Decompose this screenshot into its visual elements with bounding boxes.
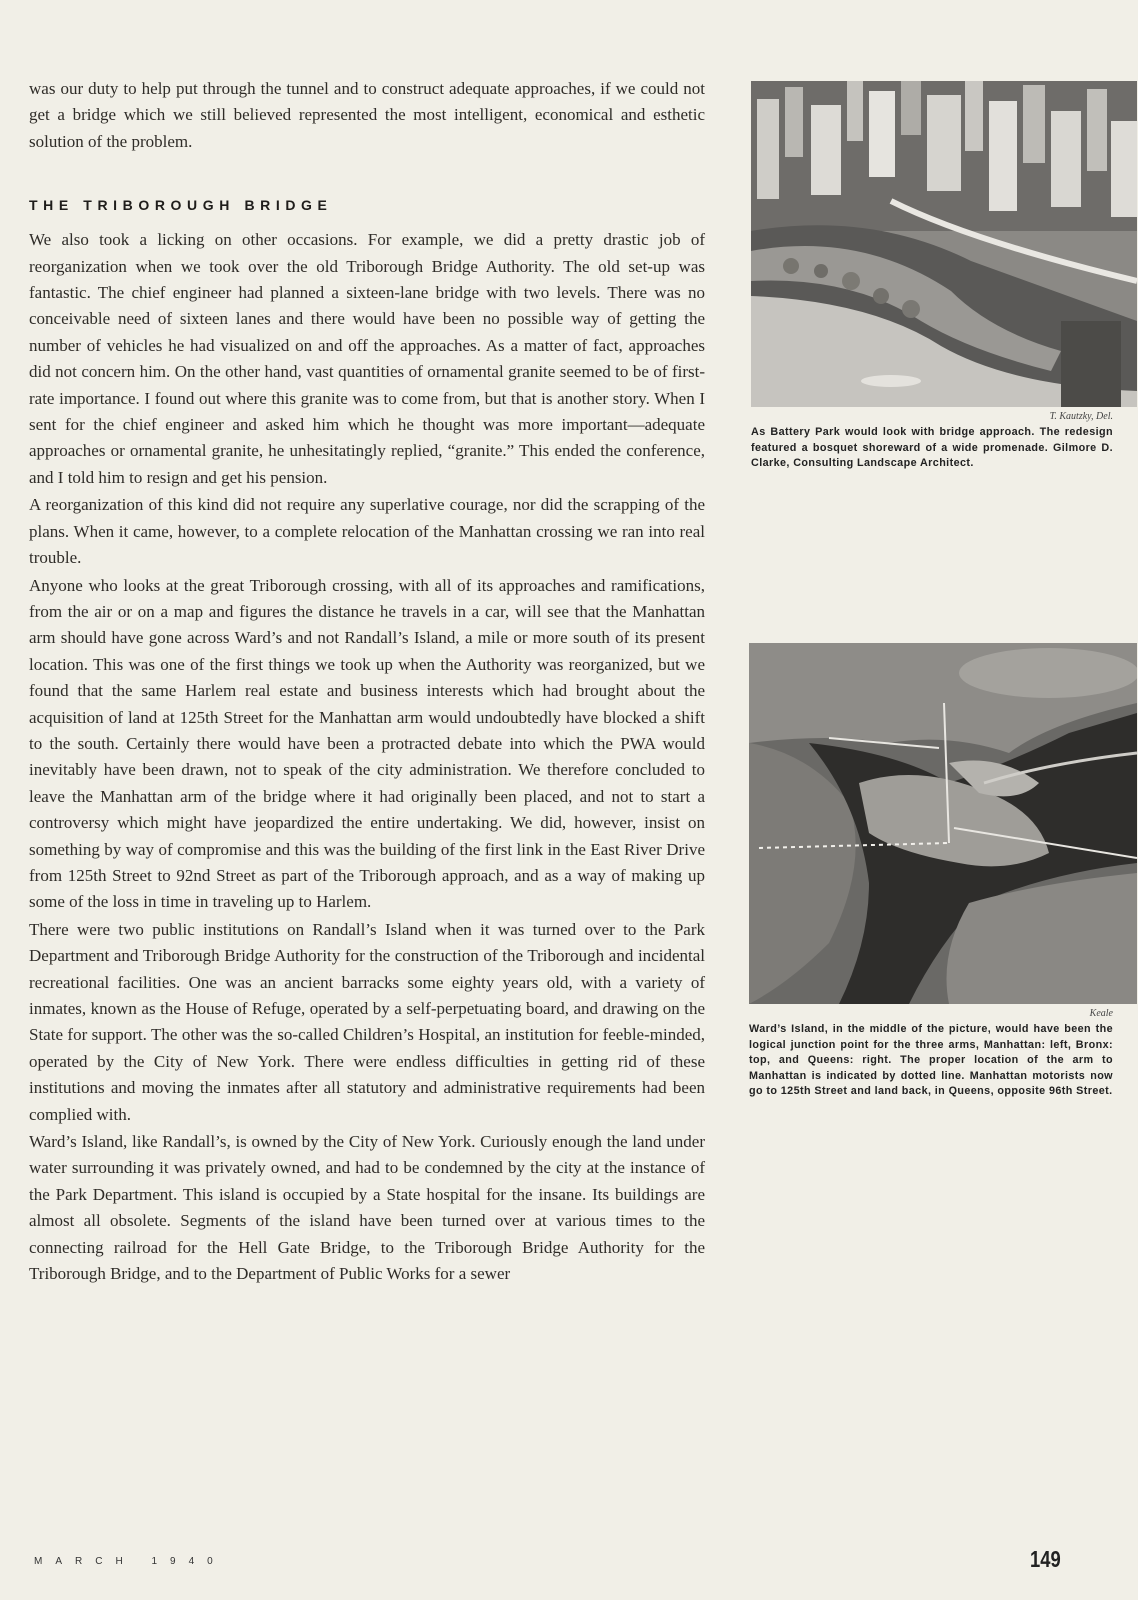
wards-island-figure <box>749 643 1137 1100</box>
body-paragraph: There were two public institutions on Randall’s Island when it was turned over to the Park Department and Triborough Bridge Authority for the construction of the Triborough and incidental recreational facilities. One was an ancient barracks some eighty years old, with a variety of inmates, known as the House of Refuge, operated by a self-perpetuating board, and drawing on the State for support. The other was the so-called Children’s Hospital, an institution for feeble-minded, operated by the City of New York. There were endless difficulties in getting rid of these institutions and moving the inmates after all statutory and administrative requirements had been complied with. <box>29 919 705 1124</box>
battery-park-figure <box>751 81 1137 472</box>
figure-caption: Ward’s Island, in the middle of the picture, would have been the logical junction point for the three arms, Manhattan: left, Bronx: top, and Queens: right. The proper location of the arm to Manhattan is indicated by dotted line. Manhattan motorists now go to 125th Street and land back, in Queens, opposite 96th Street. <box>749 1023 1113 1098</box>
page-number: 149 <box>1030 1546 1061 1572</box>
body-paragraph: We also took a licking on other occasions. For example, we did a pretty drastic job of reorganization when we took over the old Triborough Bridge Authority. The old set-up was fantastic. The chief engineer had planned a sixteen-lane bridge with two levels. There was no conceivable need of sixteen lanes and there would have been no possible way of getting the number of vehicles he had visualized on and off the approaches. As a matter of fact, approaches did not concern him. On the other hand, vast quantities of ornamental granite seemed to be of first-rate importance. I found out where this granite was to come from, but that is another story. When I sent for the chief engineer and asked him which he thought was more important—adequate approaches or ornamental granite, he unhesitatingly replied, “granite.” This ended the conference, and I told him to resign and get his pension. <box>29 230 705 487</box>
footer-date: MARCH 1940 <box>34 1556 226 1567</box>
body-paragraph: Anyone who looks at the great Triborough crossing, with all of its approaches and ramifications, from the air or on a map and figures the distance he travels in a car, will see that the Manhattan arm should have gone across Ward’s and not Randall’s Island, a mile or more south of its present location. This was one of the first things we took up when the Authority was reorganized, but we found that the same Harlem real estate and business interests which had brought about the acquisition of land at 125th Street for the Manhattan arm would undoubtedly have blocked a shift to the south. Certainly there would have been a protracted debate into which the PWA would inevitably have been drawn, not to speak of the city administration. We therefore concluded to leave the Manhattan arm of the bridge where it had originally been placed, and not to start a controversy which might have jeopardized the entire undertaking. We did, however, insist on something by way of compromise and this was the building of the first link in the East River Drive from 125th Street to 92nd Street as part of the Triborough approach, and as a way of making up some of the loss in time in traveling up to Harlem. <box>29 575 705 912</box>
body-paragraph: Ward’s Island, like Randall’s, is owned by the City of New York. Curiously enough the land under water surrounding it was privately owned, and had to be condemned by the city at the instance of the Park Department. This island is occupied by a State hospital for the insane. Its buildings are almost all obsolete. Segments of the island have been turned over at various times to the connecting railroad for the Hell Gate Bridge, to the Triborough Bridge Authority for the Triborough Bridge, and to the Department of Public Works for a sewer <box>29 1132 705 1284</box>
battery-park-drawing <box>751 81 1137 407</box>
section-heading: THE TRIBOROUGH BRIDGE <box>29 197 333 214</box>
photo-credit: Keale <box>1089 1008 1113 1019</box>
body-paragraph: A reorganization of this kind did not require any superlative courage, nor did the scrapping of the plans. When it came, however, to a complete relocation of the Manhattan crossing we ran into real trouble. <box>29 495 705 568</box>
main-column <box>29 76 705 1288</box>
intro-paragraph: was our duty to help put through the tunnel and to construct adequate approaches, if we could not get a bridge which we still believed represented the most intelligent, economical and esthetic solution of the problem. <box>29 79 705 151</box>
figure-caption: As Battery Park would look with bridge approach. The redesign featured a bosquet shoreward of a wide promenade. Gilmore D. Clarke, Consulting Landscape Architect. <box>751 426 1113 470</box>
wards-island-aerial-photo <box>749 643 1137 1004</box>
photo-credit: T. Kautzky, Del. <box>1049 411 1113 422</box>
